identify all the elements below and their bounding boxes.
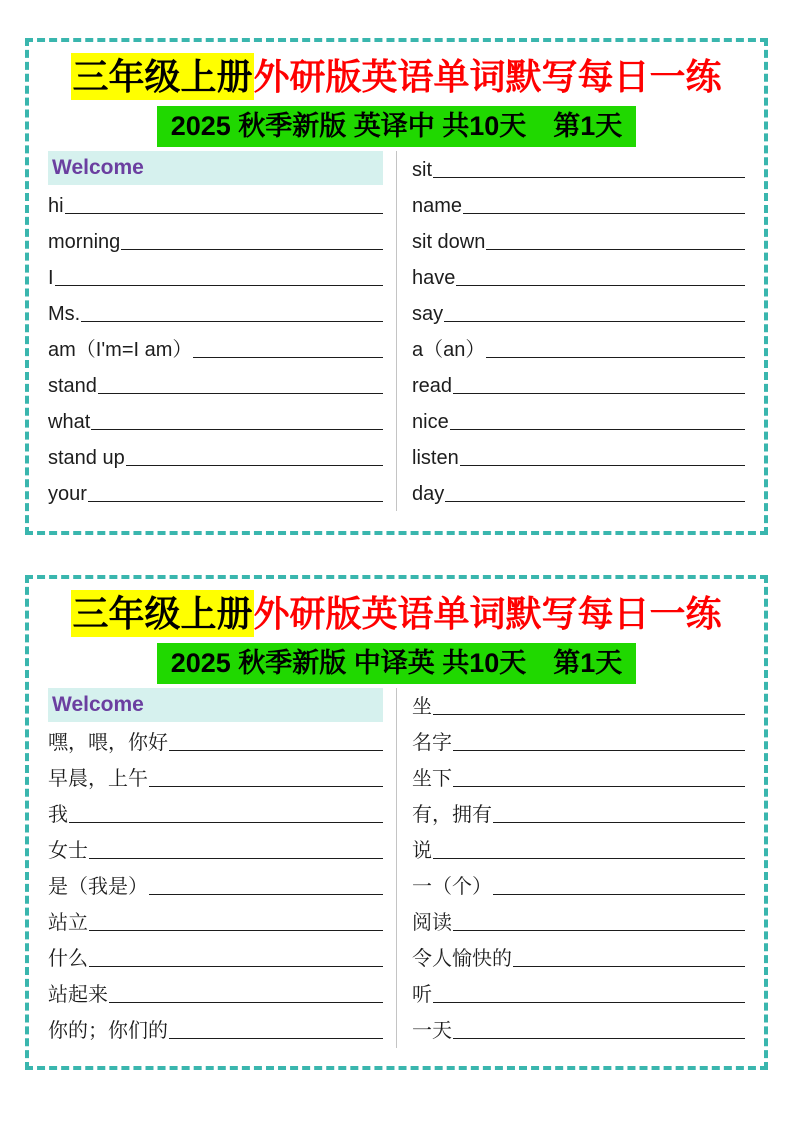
answer-blank-line bbox=[453, 786, 745, 787]
worksheet-title bbox=[29, 53, 764, 101]
answer-blank-line bbox=[98, 393, 383, 394]
word-label: read bbox=[412, 375, 453, 397]
subtitle-row bbox=[29, 106, 764, 147]
word-label: 坐下 bbox=[412, 768, 452, 790]
word-row bbox=[48, 724, 383, 760]
answer-blank-line bbox=[463, 213, 745, 214]
answer-blank-line bbox=[193, 357, 383, 358]
right-word-list bbox=[412, 688, 745, 1048]
word-row bbox=[48, 367, 383, 403]
answer-blank-line bbox=[149, 894, 383, 895]
title-main-text: 外研版英语单词默写每日一练 bbox=[253, 56, 722, 97]
word-label: 站立 bbox=[48, 912, 88, 934]
word-label: 早晨，上午 bbox=[48, 768, 148, 790]
word-row bbox=[412, 187, 745, 223]
word-label: 听 bbox=[412, 984, 432, 1006]
word-row bbox=[48, 976, 383, 1012]
word-columns bbox=[29, 688, 764, 1048]
answer-blank-line bbox=[433, 858, 745, 859]
word-row bbox=[412, 976, 745, 1012]
word-label: your bbox=[48, 483, 87, 505]
answer-blank-line bbox=[444, 321, 745, 322]
word-row bbox=[412, 151, 745, 187]
word-row bbox=[412, 724, 745, 760]
word-row bbox=[412, 475, 745, 511]
answer-blank-line bbox=[88, 501, 383, 502]
word-label: a（an） bbox=[412, 339, 486, 361]
word-label: sit down bbox=[412, 231, 486, 253]
panel-chinese-to-english bbox=[25, 575, 768, 1070]
word-label: 令人愉快的 bbox=[412, 948, 512, 970]
word-label: 有，拥有 bbox=[412, 804, 492, 826]
answer-blank-line bbox=[453, 1038, 745, 1039]
word-columns bbox=[29, 151, 764, 511]
right-word-list bbox=[412, 151, 745, 511]
word-label: 女士 bbox=[48, 840, 88, 862]
answer-blank-line bbox=[493, 822, 745, 823]
word-label: hi bbox=[48, 195, 64, 217]
word-row bbox=[412, 760, 745, 796]
answer-blank-line bbox=[486, 249, 745, 250]
left-word-list bbox=[48, 724, 383, 1048]
word-row bbox=[412, 1012, 745, 1048]
right-column bbox=[396, 151, 745, 511]
word-label: listen bbox=[412, 447, 459, 469]
word-label: 一天 bbox=[412, 1020, 452, 1042]
title-main-text: 外研版英语单词默写每日一练 bbox=[253, 593, 722, 634]
left-column bbox=[48, 151, 383, 511]
word-row bbox=[412, 439, 745, 475]
answer-blank-line bbox=[445, 501, 745, 502]
word-row bbox=[412, 796, 745, 832]
word-label: morning bbox=[48, 231, 121, 253]
word-label: Ms. bbox=[48, 303, 81, 325]
word-label: 你的；你们的 bbox=[48, 1020, 168, 1042]
word-label: 是（我是） bbox=[48, 876, 148, 898]
answer-blank-line bbox=[493, 894, 745, 895]
word-label: 我 bbox=[48, 804, 68, 826]
answer-blank-line bbox=[91, 429, 383, 430]
word-label: 嘿，喂，你好 bbox=[48, 732, 168, 754]
word-label: stand bbox=[48, 375, 97, 397]
word-row bbox=[48, 832, 383, 868]
answer-blank-line bbox=[433, 1002, 745, 1003]
word-row bbox=[48, 259, 383, 295]
answer-blank-line bbox=[89, 966, 383, 967]
word-row bbox=[412, 904, 745, 940]
answer-blank-line bbox=[453, 393, 745, 394]
left-word-list bbox=[48, 187, 383, 511]
word-row bbox=[412, 367, 745, 403]
word-row bbox=[48, 187, 383, 223]
answer-blank-line bbox=[89, 930, 383, 931]
answer-blank-line bbox=[89, 858, 383, 859]
word-row bbox=[412, 295, 745, 331]
subtitle-banner: 2025 秋季新版 英译中 共10天 第1天 bbox=[157, 106, 637, 147]
answer-blank-line bbox=[456, 285, 745, 286]
answer-blank-line bbox=[453, 750, 745, 751]
word-row bbox=[412, 223, 745, 259]
word-row bbox=[412, 259, 745, 295]
answer-blank-line bbox=[460, 465, 745, 466]
worksheet-title bbox=[29, 590, 764, 638]
answer-blank-line bbox=[69, 822, 383, 823]
unit-header bbox=[48, 688, 383, 722]
answer-blank-line bbox=[109, 1002, 383, 1003]
panel-english-to-chinese bbox=[25, 38, 768, 535]
word-row bbox=[48, 760, 383, 796]
right-column bbox=[396, 688, 745, 1048]
answer-blank-line bbox=[513, 966, 745, 967]
answer-blank-line bbox=[149, 786, 383, 787]
answer-blank-line bbox=[169, 750, 383, 751]
word-row bbox=[48, 295, 383, 331]
word-label: name bbox=[412, 195, 463, 217]
word-row bbox=[48, 1012, 383, 1048]
word-row bbox=[48, 223, 383, 259]
word-row bbox=[48, 439, 383, 475]
word-label: 一（个） bbox=[412, 876, 492, 898]
word-label: what bbox=[48, 411, 91, 433]
word-label: day bbox=[412, 483, 445, 505]
answer-blank-line bbox=[453, 930, 745, 931]
word-label: say bbox=[412, 303, 444, 325]
word-row bbox=[412, 403, 745, 439]
word-row bbox=[48, 868, 383, 904]
word-label: 说 bbox=[412, 840, 432, 862]
word-row bbox=[412, 688, 745, 724]
left-column bbox=[48, 688, 383, 1048]
answer-blank-line bbox=[121, 249, 383, 250]
word-row bbox=[412, 832, 745, 868]
word-label: nice bbox=[412, 411, 449, 433]
answer-blank-line bbox=[169, 1038, 383, 1039]
word-row bbox=[412, 940, 745, 976]
word-row bbox=[48, 940, 383, 976]
word-row bbox=[412, 331, 745, 367]
word-label: am（I'm=I am） bbox=[48, 339, 193, 361]
answer-blank-line bbox=[486, 357, 745, 358]
word-row bbox=[48, 331, 383, 367]
word-label: stand up bbox=[48, 447, 125, 469]
answer-blank-line bbox=[81, 321, 383, 322]
unit-header-label: Welcome bbox=[52, 156, 144, 179]
answer-blank-line bbox=[65, 213, 383, 214]
unit-header bbox=[48, 151, 383, 185]
unit-header-label: Welcome bbox=[52, 693, 144, 716]
word-label: I bbox=[48, 267, 54, 289]
answer-blank-line bbox=[450, 429, 745, 430]
answer-blank-line bbox=[55, 285, 383, 286]
word-label: 站起来 bbox=[48, 984, 108, 1006]
answer-blank-line bbox=[433, 714, 745, 715]
word-label: 坐 bbox=[412, 696, 432, 718]
word-label: 阅读 bbox=[412, 912, 452, 934]
word-label: have bbox=[412, 267, 456, 289]
word-row bbox=[48, 904, 383, 940]
word-row bbox=[48, 796, 383, 832]
word-row bbox=[412, 868, 745, 904]
word-label: 什么 bbox=[48, 948, 88, 970]
word-row bbox=[48, 475, 383, 511]
answer-blank-line bbox=[126, 465, 383, 466]
word-row bbox=[48, 403, 383, 439]
answer-blank-line bbox=[433, 177, 745, 178]
word-label: 名字 bbox=[412, 732, 452, 754]
subtitle-banner: 2025 秋季新版 中译英 共10天 第1天 bbox=[157, 643, 637, 684]
word-label: sit bbox=[412, 159, 432, 181]
title-grade-highlight: 三年级上册 bbox=[71, 53, 253, 100]
subtitle-row bbox=[29, 643, 764, 684]
title-grade-highlight: 三年级上册 bbox=[71, 590, 253, 637]
